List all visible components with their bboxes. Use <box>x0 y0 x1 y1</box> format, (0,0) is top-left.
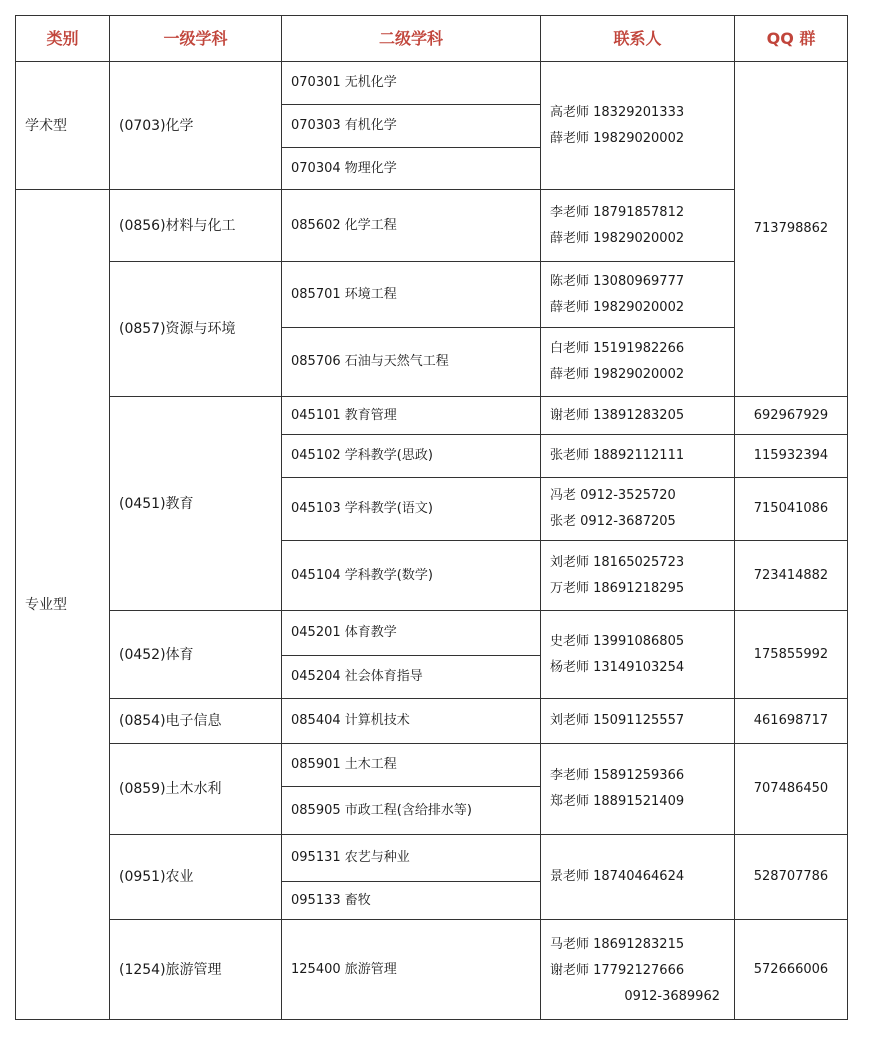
qq-cell: 707486450 <box>735 744 848 835</box>
contact-line: 万老师 18691218295 <box>550 580 685 596</box>
category-academic: 学术型 <box>16 62 110 190</box>
contact-cell: 张老师 18892112111 <box>541 435 735 478</box>
qq-cell: 715041086 <box>735 478 848 541</box>
qq-cell: 713798862 <box>735 62 848 397</box>
table-row <box>16 611 848 656</box>
contact-cell <box>541 541 735 611</box>
contact-line: 郑老师 18891521409 <box>550 794 685 809</box>
contact-line: 薛老师 19829020002 <box>550 299 685 315</box>
level1-materials: (0856)材料与化工 <box>110 190 282 262</box>
contact-cell <box>541 190 735 262</box>
qq-cell: 528707786 <box>735 835 848 920</box>
level2-cell: 070301 无机化学 <box>282 62 541 105</box>
header-level2: 二级学科 <box>282 16 541 62</box>
contact-table <box>15 15 848 1020</box>
level1-electronics: (0854)电子信息 <box>110 699 282 744</box>
header-contact: 联系人 <box>541 16 735 62</box>
contact-line: 0912-3689962 <box>624 988 720 1004</box>
level2-cell: 070304 物理化学 <box>282 148 541 190</box>
contact-cell <box>541 611 735 699</box>
level2-cell: 125400 旅游管理 <box>282 920 541 1020</box>
level2-cell: 085905 市政工程(含给排水等) <box>282 787 541 835</box>
contact-line: 马老师 18691283215 <box>550 936 685 952</box>
contact-line: 李老师 15891259366 <box>550 768 685 783</box>
table-row <box>16 190 848 262</box>
contact-line: 杨老师 13149103254 <box>550 659 685 675</box>
header-qq: QQ 群 <box>735 16 848 62</box>
qq-cell: 692967929 <box>735 397 848 435</box>
level2-cell: 085706 石油与天然气工程 <box>282 328 541 397</box>
contact-line: 张老 0912-3687205 <box>550 514 676 529</box>
table-row <box>16 835 848 882</box>
contact-cell <box>541 478 735 541</box>
table-row <box>16 397 848 435</box>
contact-line: 薛老师 19829020002 <box>550 367 685 382</box>
contact-cell <box>541 62 735 190</box>
level2-cell: 045201 体育教学 <box>282 611 541 656</box>
level2-cell: 045103 学科教学(语文) <box>282 478 541 541</box>
contact-cell: 刘老师 15091125557 <box>541 699 735 744</box>
level1-tourism: (1254)旅游管理 <box>110 920 282 1020</box>
level2-cell: 085901 土木工程 <box>282 744 541 787</box>
qq-cell: 115932394 <box>735 435 848 478</box>
contact-cell <box>541 920 735 1020</box>
level1-education: (0451)教育 <box>110 397 282 611</box>
level1-civil: (0859)土木水利 <box>110 744 282 835</box>
table-row <box>16 262 848 325</box>
contact-cell <box>541 328 735 397</box>
level2-cell: 045204 社会体育指导 <box>282 656 541 699</box>
header-level1: 一级学科 <box>110 16 282 62</box>
table-row <box>16 744 848 787</box>
contact-line: 薛老师 19829020002 <box>550 230 685 246</box>
level2-cell: 045102 学科教学(思政) <box>282 435 541 478</box>
contact-line: 陈老师 13080969777 <box>550 273 685 289</box>
level2-cell: 095131 农艺与种业 <box>282 835 541 882</box>
level2-cell: 085602 化学工程 <box>282 190 541 262</box>
level1-pe: (0452)体育 <box>110 611 282 699</box>
qq-cell: 723414882 <box>735 541 848 611</box>
level2-cell: 070303 有机化学 <box>282 105 541 148</box>
category-professional: 专业型 <box>16 190 110 1020</box>
contact-line: 白老师 15191982266 <box>550 341 685 356</box>
qq-cell: 175855992 <box>735 611 848 699</box>
contact-cell: 景老师 18740464624 <box>541 835 735 920</box>
level2-cell: 045101 教育管理 <box>282 397 541 435</box>
contact-line: 薛老师 19829020002 <box>550 130 685 146</box>
level1-chemistry: (0703)化学 <box>110 62 282 190</box>
level1-environment: (0857)资源与环境 <box>110 262 282 397</box>
table-row <box>16 920 848 1020</box>
contact-line: 刘老师 18165025723 <box>550 554 685 570</box>
table-row <box>16 62 848 105</box>
qq-cell: 461698717 <box>735 699 848 744</box>
level1-agriculture: (0951)农业 <box>110 835 282 920</box>
level2-cell: 085404 计算机技术 <box>282 699 541 744</box>
contact-line: 冯老 0912-3525720 <box>550 488 676 503</box>
header-row <box>16 16 848 62</box>
contact-line: 高老师 18329201333 <box>550 104 685 120</box>
level2-cell: 045104 学科教学(数学) <box>282 541 541 611</box>
contact-line: 史老师 13991086805 <box>550 633 685 649</box>
contact-cell <box>541 262 735 328</box>
table-row <box>16 699 848 744</box>
header-category: 类别 <box>16 16 110 62</box>
contact-cell: 谢老师 13891283205 <box>541 397 735 435</box>
contact-cell <box>541 744 735 835</box>
contact-line: 谢老师 17792127666 <box>550 962 685 978</box>
contact-line: 李老师 18791857812 <box>550 204 685 220</box>
level2-cell: 085701 环境工程 <box>282 262 541 328</box>
qq-cell: 572666006 <box>735 920 848 1020</box>
level2-cell: 095133 畜牧 <box>282 882 541 920</box>
